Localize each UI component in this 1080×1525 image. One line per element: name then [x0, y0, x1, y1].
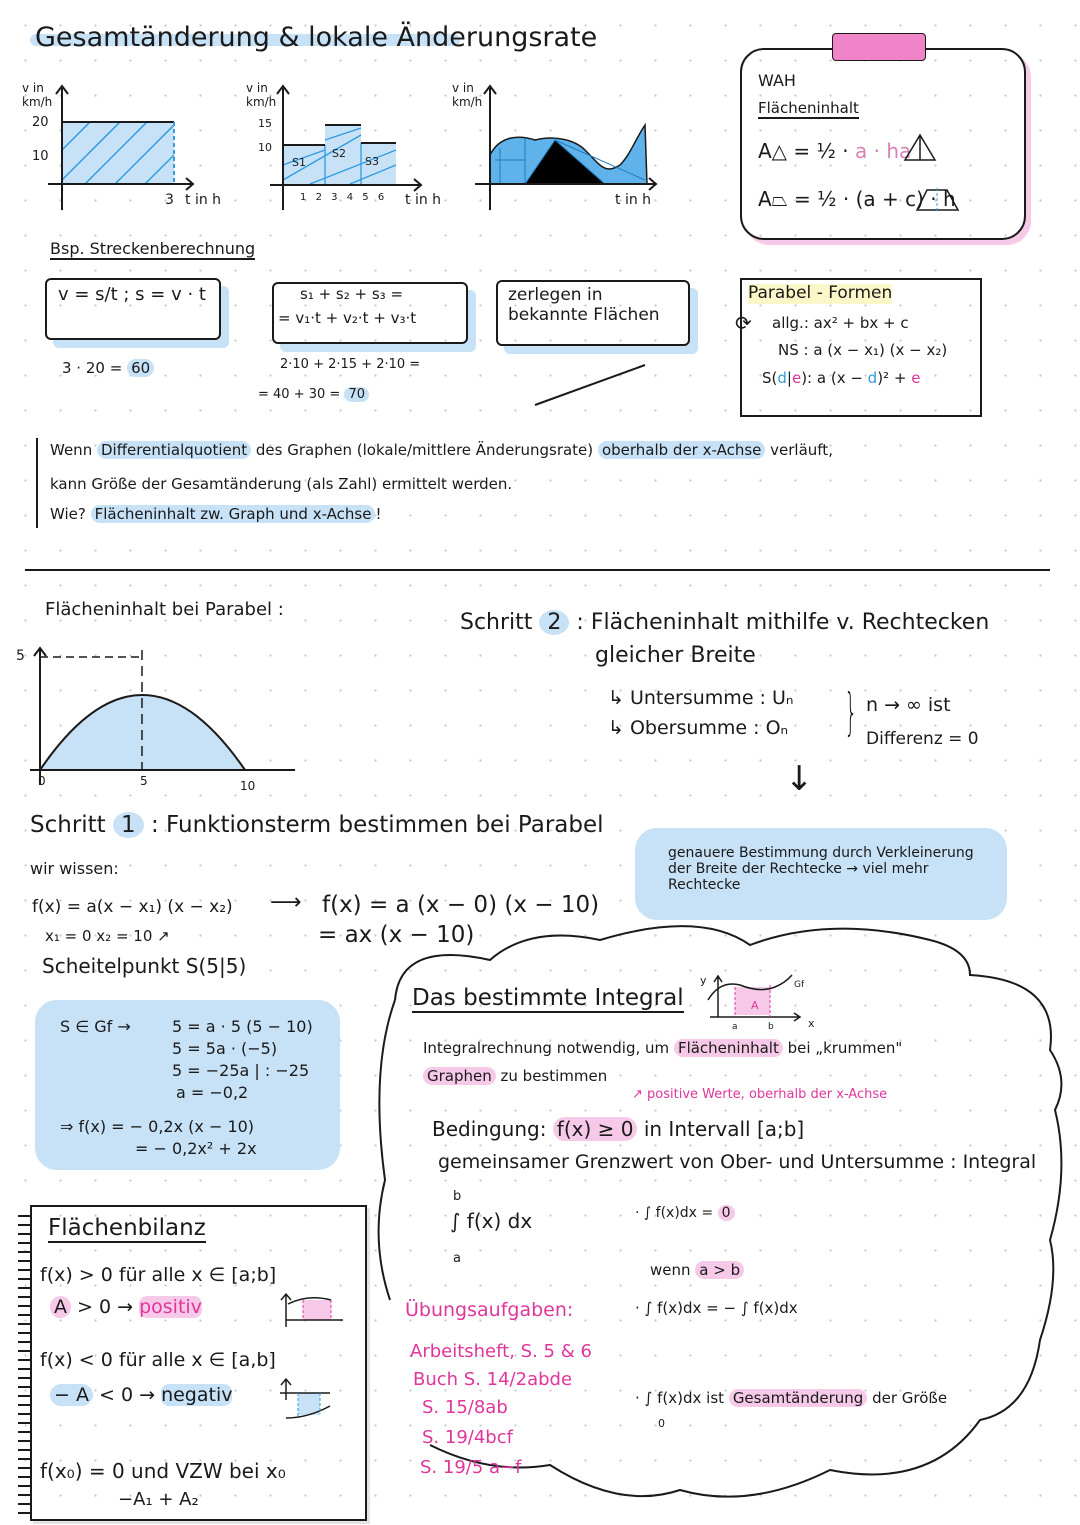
result-function: ⇒ f(x) = − 0,2x (x − 10) [60, 1117, 255, 1136]
vertex-form: S(d|e): a (x − d)² + e [762, 369, 921, 387]
g3-ylabel: v in [452, 81, 474, 95]
g1-ytick-10: 10 [32, 149, 49, 164]
brace: } [844, 683, 858, 741]
positive-result: A > 0 → positiv [50, 1297, 202, 1319]
g2-seg-s3: S3 [365, 155, 379, 168]
grenzwert: gemeinsamer Grenzwert von Ober- und Untersumme : Integral [438, 1151, 1037, 1173]
rule1: · ∫ f(x)dx = 0 [635, 1205, 735, 1221]
g1-xtick-3: 3 [165, 192, 174, 208]
uebungen-title: Übungsaufgaben: [405, 1299, 574, 1321]
integral-title: Das bestimmte Integral [412, 985, 684, 1013]
zero-form: NS : a (x − x₁) (x − x₂) [778, 341, 948, 359]
down-arrow: ↓ [785, 759, 814, 799]
parabel-heading: Flächeninhalt bei Parabel : [45, 599, 284, 620]
wir-wissen: wir wissen: [30, 859, 119, 878]
wah-subtitle: Flächeninhalt [758, 100, 859, 119]
example-heading: Bsp. Streckenberechnung [50, 240, 255, 260]
g3-ylabel-unit: km/h [452, 95, 483, 109]
decompose-text: zerlegen in bekannte Flächen [508, 285, 660, 326]
mini-y: y [700, 974, 707, 987]
quote-bar [36, 438, 38, 528]
diagonal-line [530, 360, 650, 410]
integral-line2: Graphen zu bestimmen [423, 1068, 607, 1085]
calc1: 3 · 20 = 60 [62, 360, 154, 377]
rule3: · ∫ f(x)dx ist Gesamtänderung der Größe [635, 1389, 948, 1407]
untersumme: ↳ Untersumme : Uₙ [608, 687, 794, 709]
right-arrow: ⟶ [270, 890, 302, 915]
integral-line1: Integralrechnung notwendig, um Flächeninhalt bei „krummen" [423, 1039, 903, 1057]
mini-a: a [732, 1022, 738, 1032]
scheitelpunkt: Scheitelpunkt S(5|5) [42, 954, 247, 978]
refinement-note: genauere Bestimmung durch Verkleinerung der Breite der Rechtecke → viel mehr Rechtecke [668, 845, 974, 894]
g2-seg-s1: S1 [292, 156, 306, 169]
obersumme: ↳ Obersumme : Oₙ [608, 717, 789, 739]
uebung-item: S. 15/8ab [422, 1397, 508, 1418]
parabola-xtick-0: 0 [38, 774, 46, 788]
result-expanded: = − 0,2x² + 2x [135, 1139, 257, 1158]
negative-result: − A < 0 → negativ [50, 1385, 232, 1407]
paragraph-line1: Wenn Differentialquotient des Graphen (lokale/mittlere Änderungsrate) oberhalb der x-Achse verläuft, [50, 441, 833, 459]
schritt2-heading: Schritt 2 : Flächeninhalt mithilfe v. Rechtecken [460, 610, 990, 635]
main-integral: ∫ f(x) dx [450, 1209, 533, 1233]
calc2-line2: = 40 + 30 = 70 [258, 388, 369, 403]
calc-step: a = −0,2 [176, 1083, 249, 1102]
mini-area: A [751, 999, 759, 1012]
g1-ylabel-unit: km/h [22, 95, 53, 109]
g2-xlabel: t in h [405, 192, 442, 208]
schritt2-line2: gleicher Breite [595, 643, 756, 668]
triangle-formula: A△ = ½ · a · ha [758, 139, 912, 163]
flaechenbilanz-title: Flächenbilanz [48, 1215, 206, 1243]
main-upper: b [453, 1189, 462, 1204]
schritt1-heading: Schritt 1 : Funktionsterm bestimmen bei Parabel [30, 812, 604, 838]
g2-seg-s2: S2 [332, 147, 346, 160]
mini-b: b [768, 1022, 774, 1032]
triangle-icon [900, 130, 940, 165]
parabola-graph [10, 640, 310, 790]
rule3-lower: 0 [658, 1417, 665, 1430]
g3-xlabel: t in h [615, 192, 652, 208]
wenn: wenn a > b [650, 1262, 744, 1279]
mini-x: x [808, 1017, 815, 1030]
positive-condition: f(x) > 0 für alle x ∈ [a;b] [40, 1264, 277, 1286]
main-lower: a [453, 1251, 461, 1266]
calc2-line1: 2·10 + 2·15 + 2·10 = [280, 357, 421, 372]
general-zero-form: f(x) = a(x − x₁) (x − x₂) [32, 897, 233, 917]
rule2: · ∫ f(x)dx = − ∫ f(x)dx [635, 1299, 798, 1317]
negative-condition: f(x) < 0 für alle x ∈ [a,b] [40, 1349, 276, 1371]
spiral-binding [18, 1210, 32, 1515]
zero-crossing: f(x₀) = 0 und VZW bei x₀ [40, 1459, 286, 1483]
sum-line1: s₁ + s₂ + s₃ = [300, 285, 404, 303]
page-title: Gesamtänderung & lokale Änderungsrate [35, 22, 598, 53]
parabel-forms-title: Parabel - Formen [748, 283, 893, 303]
positive-area-sketch [268, 1292, 348, 1332]
uebung-item: Buch S. 14/2abde [413, 1369, 573, 1390]
calc-step: 5 = −25a | : −25 [172, 1061, 310, 1080]
paragraph-line2: kann Größe der Gesamtänderung (als Zahl) ermittelt werden. [50, 475, 513, 493]
zero-crossing-result: −A₁ + A₂ [118, 1489, 199, 1510]
limit-text: n → ∞ ist [866, 694, 951, 716]
simplified-form: = ax (x − 10) [318, 922, 475, 948]
differenz-text: Differenz = 0 [866, 729, 979, 749]
parabola-ytick-5: 5 [16, 648, 25, 664]
roots: x₁ = 0 x₂ = 10 ↗ [45, 927, 170, 945]
specific-zero-form: f(x) = a (x − 0) (x − 10) [322, 892, 600, 918]
trapezoid-icon [915, 185, 960, 215]
g1-ylabel: v in [22, 81, 44, 95]
bedingung: Bedingung: f(x) ≥ 0 in Intervall [a;b] [432, 1117, 805, 1141]
g1-ytick-20: 20 [32, 115, 49, 130]
area-fill [62, 122, 174, 184]
g1-xlabel: t in h [185, 192, 222, 208]
parabola-xtick-5: 5 [140, 774, 148, 788]
uebung-item: S. 19/4bcf [422, 1427, 513, 1448]
positive-annotation: ↗ positive Werte, oberhalb der x-Achse [632, 1087, 888, 1102]
cycle-icon: ⟳ [735, 311, 752, 335]
section-divider [25, 569, 1050, 571]
wah-title: WAH [758, 71, 796, 90]
g2-xticks: 1 2 3 4 5 6 [300, 192, 385, 203]
g2-ytick-10: 10 [258, 141, 272, 154]
negative-area-sketch [268, 1378, 348, 1428]
mini-gf: Gf [794, 980, 805, 990]
g2-ylabel: v in [246, 81, 268, 95]
general-form: allg.: ax² + bx + c [772, 314, 909, 332]
pink-tape [832, 33, 926, 61]
g2-ylabel-unit: km/h [246, 95, 277, 109]
uebung-item: Arbeitsheft, S. 5 & 6 [410, 1341, 592, 1362]
calc-step: 5 = 5a · (−5) [172, 1039, 278, 1058]
paragraph-line3: Wie? Flächeninhalt zw. Graph und x-Achse ! [50, 505, 382, 523]
parabola-xtick-10: 10 [240, 779, 256, 793]
g2-ytick-15: 15 [258, 117, 272, 130]
calc-step: 5 = a · 5 (5 − 10) [172, 1017, 313, 1036]
uebung-item: S. 19/5 a−f [420, 1457, 522, 1478]
s-in-graph: S ∈ Gf → [60, 1017, 131, 1036]
trapezoid-formula: A⏢ = ½ · (a + c) · h [758, 187, 956, 211]
speed-formula: v = s/t ; s = v · t [58, 284, 206, 305]
sum-line2: = v₁·t + v₂·t + v₃·t [278, 309, 417, 327]
